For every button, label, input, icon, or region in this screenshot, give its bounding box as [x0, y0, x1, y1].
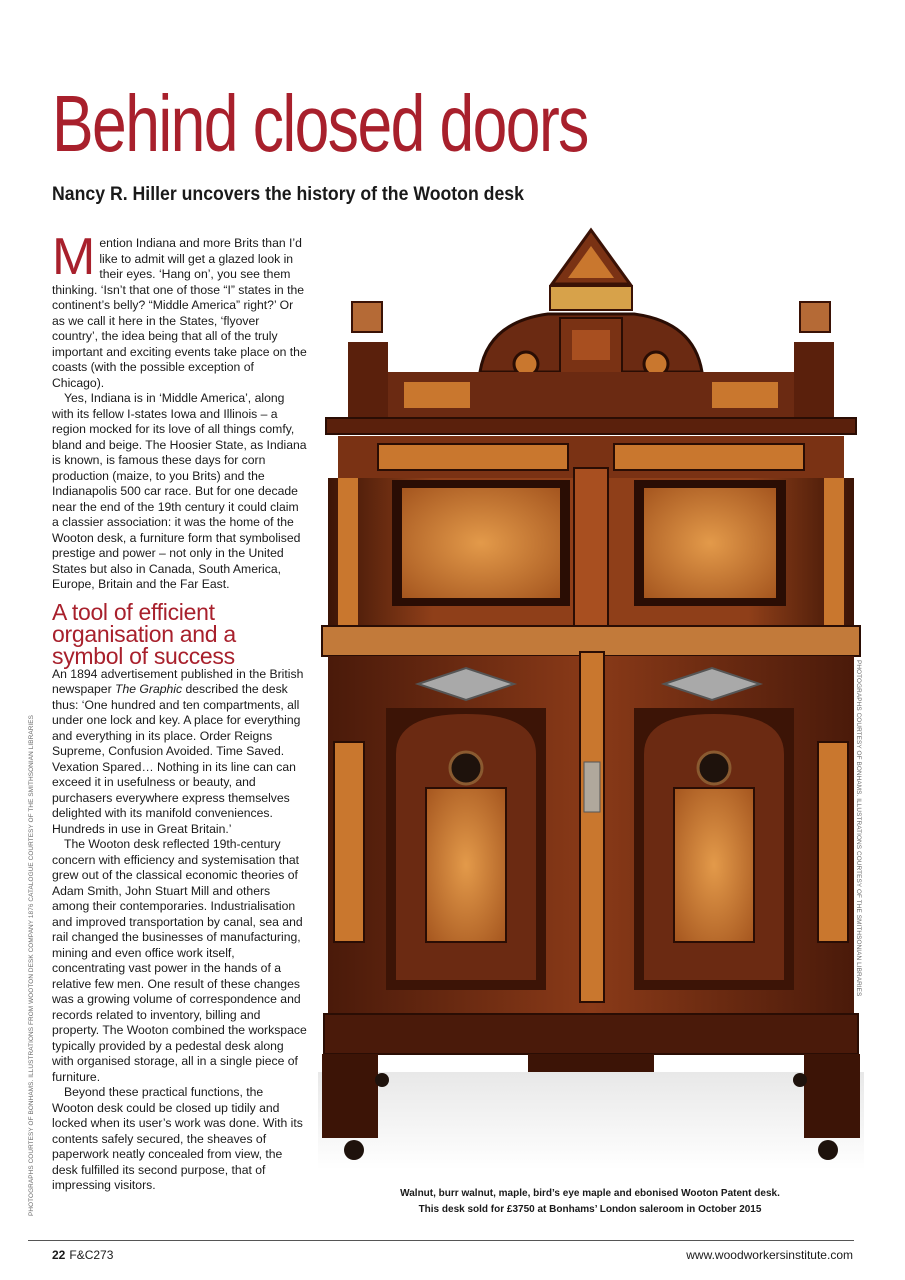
footer-rule — [28, 1240, 854, 1241]
paragraph-5: Beyond these practical functions, the Wooton desk could be closed up tidily and locked when its user’s work was done. With its contents safely secured, the sheaves of paperwork neatly concealed from view, the desk fulfilled its second purpose, that of impressing visitors. — [52, 1085, 303, 1192]
paragraph-4: The Wooton desk reflected 19th-century concern with efficiency and systemisation that grew out of the classical economic theories of Adam Smith, John Stuart Mill and others among their contemporaries. Industrialisation and improved transportation by canal, sea and rail changed the businesses of manufacturing, mining and even office work itself, concentrating vast power in the hands of a relative few men. One result of these changes was a growing volume of correspondence and records related to inventory, billing and property. The Wooton combined the workspace typically provided by a pedestal desk along with organised storage, all in a single piece of furniture. — [52, 837, 307, 1084]
folio — [52, 1248, 113, 1262]
article-subtitle: Nancy R. Hiller uncovers the history of the Wooton desk — [52, 184, 524, 205]
caption-line-1: Walnut, burr walnut, maple, bird’s eye maple and ebonised Wooton Patent desk. — [400, 1188, 780, 1199]
crosshead: A tool of efficient organisation and a symbol of success — [52, 598, 236, 669]
pediment — [348, 230, 834, 418]
paragraph-3 — [52, 667, 308, 838]
newspaper-title: The Graphic — [115, 682, 183, 696]
website-url: www.woodworkersinstitute.com — [686, 1248, 853, 1262]
wooton-desk-photo — [318, 222, 864, 1170]
paragraph-1 — [52, 228, 308, 391]
paragraph-1-text: ention Indiana and more Brits than I’d like to admit will get a glazed look in their eyes. ‘Hang on’, you see them thinking. ‘Isn’t that one of those “I” states in the continent’s belly? “Middle America” right?’ Or as we call it here in the States, ‘flyover country’, the idea being that all of the truly important and exciting events take place on the coasts (with the possible exception of Chicago). — [52, 236, 307, 390]
paragraph-3-text-a: An 1894 advertisement published in the British newspaper — [52, 666, 304, 696]
paragraph-2: Yes, Indiana is in ‘Middle America’, along with its fellow I-states Iowa and Illinois – a region mocked for its love of all things comfy, bland and beige. The Hoosier State, as Indiana is known, is famous these days for corn production (maize, to you Brits) and the Indianapolis 500 car race. But for one decade near the end of the 19th century it could claim a classier association: it was the home of the Wooton desk, a furniture form that symbolised prestige and power – not only in the United States but also in Canada, South America, Europe, Britain and the Far East. — [52, 391, 307, 591]
caption-line-2: This desk sold for £3750 at Bonhams’ London saleroom in October 2015 — [418, 1204, 762, 1215]
issue-number: F&C273 — [69, 1248, 114, 1262]
photo-credit-left: PHOTOGRAPHS COURTESY OF BONHAMS. ILLUSTRATIONS FROM WOOTON DESK COMPANY 1876 CATALOGUE COURTESY OF THE SMITHSONIAN LIBRARIES — [28, 714, 35, 1216]
paragraph-3-text-b: described the desk thus: ‘One hundred and ten compartments, all under one lock and key. A place for everything and everything in its place. Order Reigns Supreme, Confusion Avoided. Time Saved. Vexation Spared… Nothing in its line can can exceed it in usefulness or beauty, and purchasers everywhere express themselves delighted with its manifold conveniences. Hundreds in use in Great Britain.’ — [52, 682, 301, 836]
photo-credit-right: PHOTOGRAPHS COURTESY OF BONHAMS. ILLUSTRATIONS COURTESY OF THE SMITHSONIAN LIBRARIES — [855, 660, 862, 997]
page-number: 22 — [52, 1248, 66, 1262]
drop-cap: M — [52, 228, 96, 286]
article-title: Behind closed doors — [52, 79, 588, 168]
body-text-column — [52, 228, 308, 1194]
photo-caption — [330, 1186, 850, 1218]
